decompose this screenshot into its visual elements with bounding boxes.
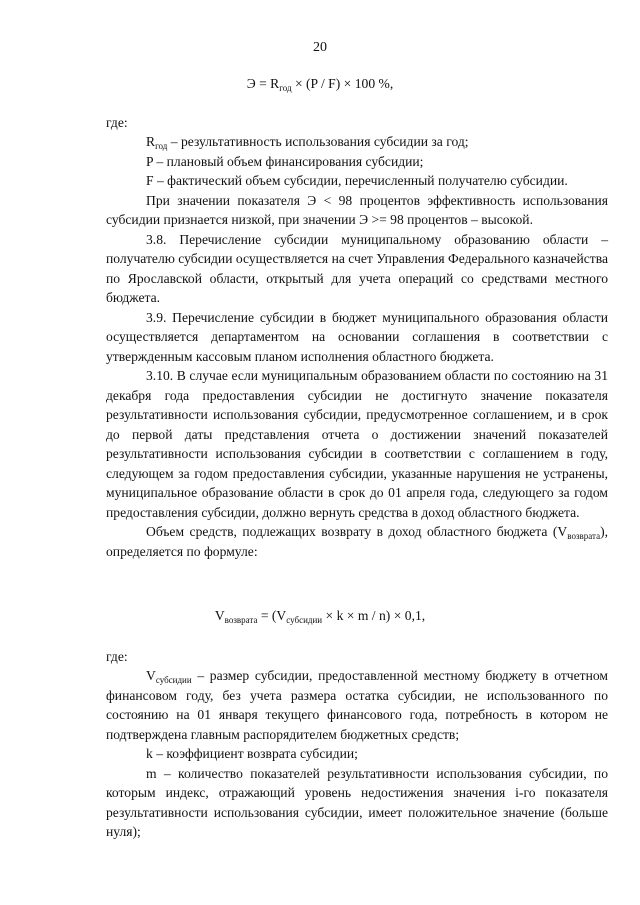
formula-rhs: × (P / F) × 100 %,: [291, 76, 394, 91]
definition-k: k – коэффициент возврата субсидии;: [146, 746, 358, 761]
where-label: где:: [106, 115, 128, 130]
definition-p: P – плановый объем финансирования субсидии;: [146, 153, 424, 169]
formula-subscript: год: [279, 83, 292, 93]
efficiency-formula: [0, 74, 640, 94]
paragraph-volume: Объем средств, подлежащих возврату в доход областного бюджета $(V_{возврата})$, определяется по формуле:: [106, 524, 608, 559]
definitions-block-2: [106, 666, 608, 842]
definition-f: F – фактический объем субсидии, перечисленный получателю субсидии.: [146, 173, 568, 188]
formula-lhs: Э = R: [246, 76, 280, 91]
definition-v-subsidy: $V_{субсидии}$ – размер субсидии, предоставленной местному бюджету в отчетном финансовом году, без учета размера остатка субсидии, не использованного по состоянию на 01 января текущего финансового года, потребность в котором не подтверждена главным распорядителем бюджетных средств;: [106, 668, 608, 742]
paragraph-3-8: 3.8. Перечисление субсидии муниципальному образованию области – получателю субсидии осуществляется на счет Управления Федерального казначейства по Ярославской области, открытый для учета операций со средствами местного бюджета.: [106, 231, 608, 305]
paragraph-3-10: 3.10. В случае если муниципальным образованием области по состоянию на 31 декабря года предоставления субсидии не достигнуто значение показателя результативности использования субсидии, предусмотренное соглашением, и в срок до первой даты представления отчета о достижении значений показателей результативности использования субсидии в соответствии с соглашением в году, следующем за годом предоставления субсидии, указанные нарушения не устранены, муниципальное образование области в срок до 01 апреля года, следующего за годом предоставления субсидии, должно вернуть средства в доход областного бюджета.: [106, 368, 608, 520]
definition-r-year: $R_{год}$ – результативность использования субсидии за год;: [146, 134, 469, 151]
page-number: 20: [313, 40, 327, 55]
return-formula: $V_{возврата} = (V_{субсидии} \times k \times m / n) \times 0,1$,: [214, 608, 426, 625]
where-label: где:: [106, 649, 128, 664]
definitions-block-1: [106, 132, 608, 561]
definition-m: m – количество показателей результативности использования субсидии, по которым индекс, отражающий уровень недостижения значения i-го показателя результативности использования субсидии, имеет положительное значение (больше нуля);: [106, 765, 608, 839]
paragraph-3-9: 3.9. Перечисление субсидии в бюджет муниципального образования области осуществляется департаментом на основании соглашения в соответствии с утвержденным кассовым планом исполнения областного бюджета.: [106, 309, 608, 364]
paragraph-threshold: При значении показателя Э < 98 процентов эффективность использования субсидии признается низкой, при значении Э >= 98 процентов – высокой.: [106, 192, 608, 227]
